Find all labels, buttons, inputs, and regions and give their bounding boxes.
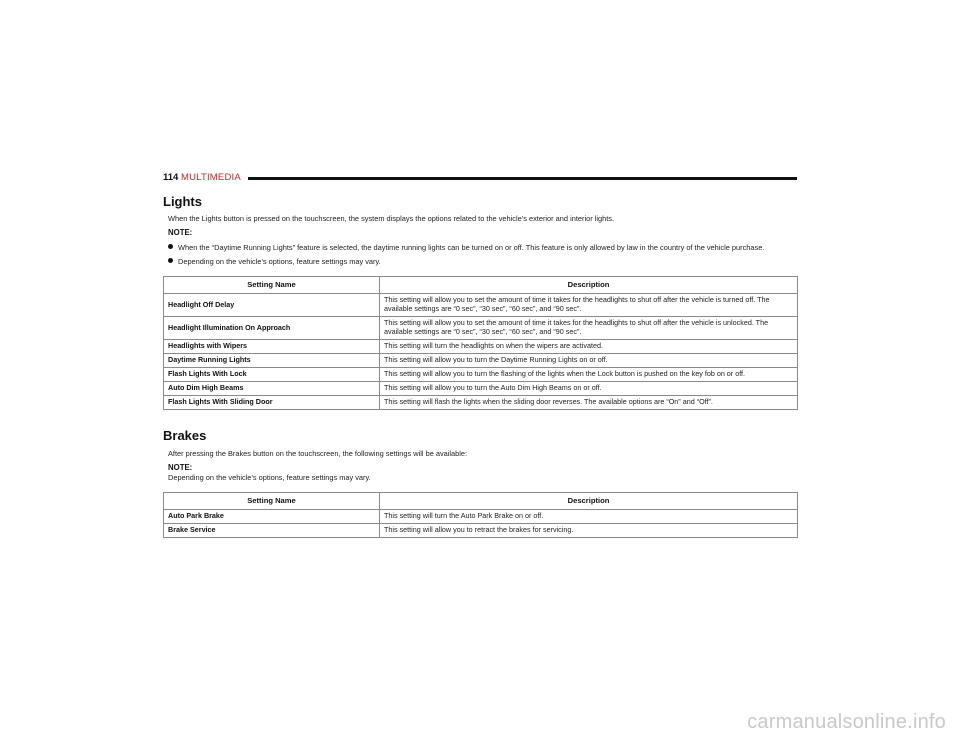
setting-description: This setting will turn the Auto Park Brake on or off. [380, 510, 798, 524]
table-row [164, 382, 798, 396]
setting-name: Brake Service [164, 524, 380, 538]
lights-heading: Lights [163, 194, 202, 209]
setting-name: Auto Dim High Beams [164, 382, 380, 396]
setting-description: This setting will allow you to turn the flashing of the lights when the Lock button is pushed on the key fob on or off. [380, 368, 798, 382]
header-rule [248, 177, 797, 180]
table-row [164, 524, 798, 538]
column-header-description: Description [380, 493, 798, 510]
page-header [163, 172, 797, 186]
lights-note-bullet-2 [168, 257, 381, 266]
setting-description: This setting will allow you to retract the brakes for servicing. [380, 524, 798, 538]
setting-description: This setting will allow you to turn the Auto Dim High Beams on or off. [380, 382, 798, 396]
setting-name: Daytime Running Lights [164, 354, 380, 368]
setting-description: This setting will allow you to set the amount of time it takes for the headlights to shut off after the vehicle is turned off. The available settings are “0 sec”, “30 sec”, “60 sec”, and “90 sec”. [380, 294, 798, 317]
column-header-description: Description [380, 277, 798, 294]
table-row [164, 396, 798, 410]
lights-note-bullet-1 [168, 243, 764, 252]
brakes-note-text: Depending on the vehicle’s options, feature settings may vary. [168, 473, 371, 482]
setting-description: This setting will allow you to turn the Daytime Running Lights on or off. [380, 354, 798, 368]
setting-name: Flash Lights With Sliding Door [164, 396, 380, 410]
bullet-text: When the “Daytime Running Lights” feature is selected, the daytime running lights can be turned on or off. This feature is only allowed by law in the country of the vehicle purchase. [178, 243, 765, 252]
setting-description: This setting will flash the lights when the sliding door reverses. The available options are “On” and “Off”. [380, 396, 798, 410]
table-row [164, 368, 798, 382]
column-header-setting: Setting Name [164, 493, 380, 510]
table-header-row [164, 277, 798, 294]
table-row [164, 510, 798, 524]
watermark: carmanualsonline.info [747, 711, 946, 733]
page-number: 114 [163, 172, 179, 183]
bullet-text: Depending on the vehicle’s options, feature settings may vary. [178, 257, 381, 266]
table-row [164, 294, 798, 317]
setting-description: This setting will allow you to set the amount of time it takes for the headlights to shut off after the vehicle is unlocked. The available settings are “0 sec”, “30 sec”, “60 sec”, and “90 sec”. [380, 317, 798, 340]
setting-name: Flash Lights With Lock [164, 368, 380, 382]
table-row [164, 354, 798, 368]
bullet-icon [168, 244, 173, 249]
setting-description: This setting will turn the headlights on when the wipers are activated. [380, 340, 798, 354]
setting-name: Auto Park Brake [164, 510, 380, 524]
setting-name: Headlight Illumination On Approach [164, 317, 380, 340]
table-row [164, 340, 798, 354]
lights-intro: When the Lights button is pressed on the touchscreen, the system displays the options related to the vehicle’s exterior and interior lights. [168, 214, 615, 223]
section-title: MULTIMEDIA [181, 172, 241, 183]
brakes-note-label: NOTE: [168, 463, 193, 472]
column-header-setting: Setting Name [164, 277, 380, 294]
bullet-icon [168, 258, 173, 263]
lights-settings-table [163, 276, 798, 410]
lights-note-label: NOTE: [168, 228, 193, 237]
setting-name: Headlight Off Delay [164, 294, 380, 317]
brakes-heading: Brakes [163, 428, 207, 443]
brakes-settings-table [163, 492, 798, 538]
table-header-row [164, 493, 798, 510]
table-row [164, 317, 798, 340]
setting-name: Headlights with Wipers [164, 340, 380, 354]
brakes-intro: After pressing the Brakes button on the touchscreen, the following settings will be available: [168, 449, 468, 458]
